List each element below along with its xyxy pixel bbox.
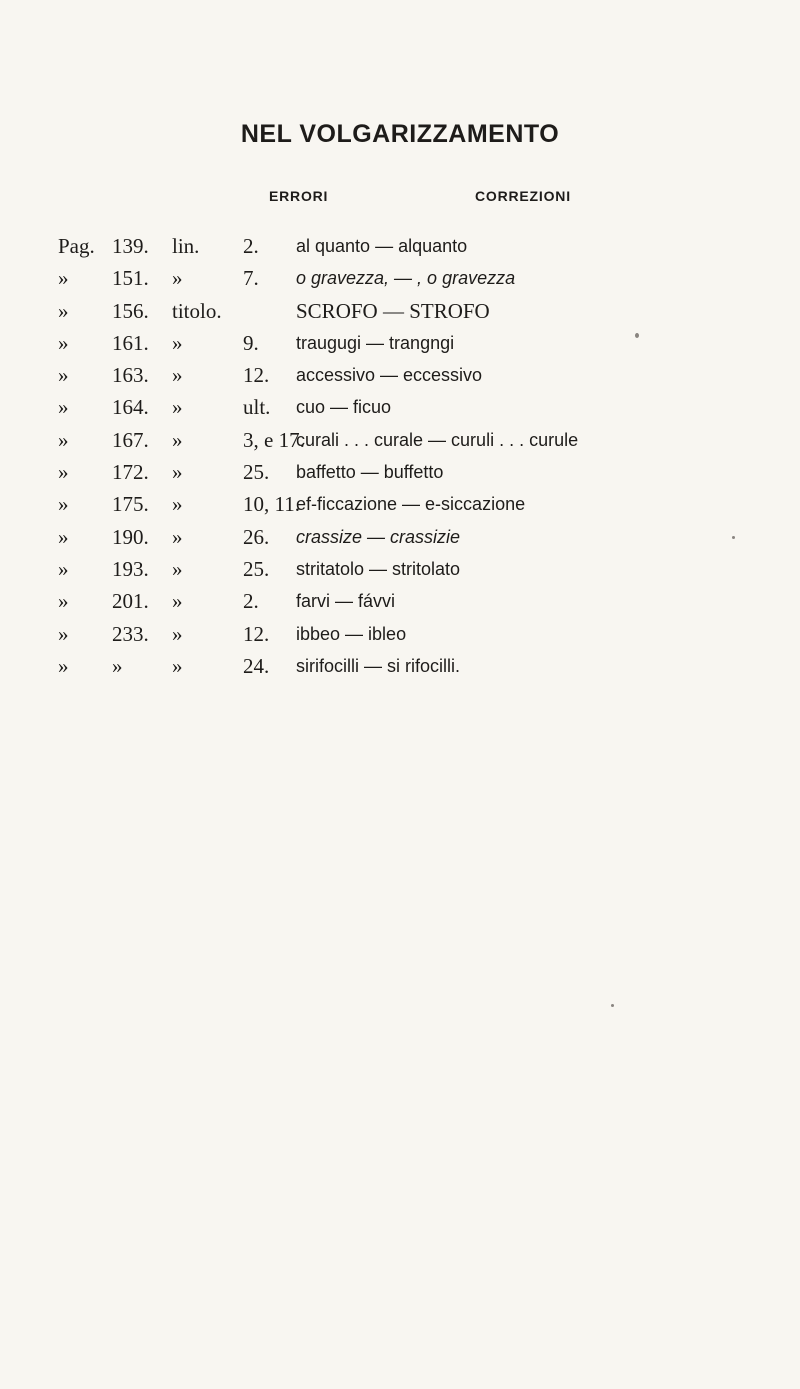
page-ref: » bbox=[58, 492, 69, 517]
errata-row bbox=[0, 650, 800, 682]
correction-text: SCROFO — STROFO bbox=[296, 298, 490, 323]
line-number: 24. bbox=[243, 653, 270, 678]
paper-speck bbox=[732, 536, 735, 539]
errata-row bbox=[0, 488, 800, 520]
errata-row bbox=[0, 456, 800, 488]
errata-row bbox=[0, 359, 800, 391]
paper-speck bbox=[635, 333, 639, 338]
line-marker: » bbox=[172, 395, 183, 420]
page-ref: » bbox=[58, 524, 69, 549]
line-number: 25. bbox=[243, 556, 270, 581]
line-number: 10, 11. bbox=[243, 492, 300, 517]
correction-text: stritatolo — stritolato bbox=[296, 558, 461, 579]
page-number: 190. bbox=[112, 524, 149, 549]
correction-text: sirifocilli — si rifocilli. bbox=[296, 655, 461, 676]
line-marker: » bbox=[172, 427, 183, 452]
page-number: 151. bbox=[112, 266, 149, 291]
line-marker: » bbox=[172, 589, 183, 614]
line-marker: » bbox=[172, 460, 183, 485]
page-ref: » bbox=[58, 556, 69, 581]
correction-text: farvi — fávvi bbox=[296, 591, 396, 612]
errata-row bbox=[0, 262, 800, 294]
errata-row bbox=[0, 295, 800, 327]
errori-header: ERRORI bbox=[269, 188, 329, 204]
page-ref: » bbox=[58, 266, 69, 291]
line-number: 7. bbox=[243, 266, 259, 291]
page-number: 175. bbox=[112, 492, 149, 517]
page-ref: » bbox=[58, 298, 69, 323]
errata-row bbox=[0, 553, 800, 585]
page-ref: » bbox=[58, 363, 69, 388]
line-number: ult. bbox=[243, 395, 271, 420]
page-ref: » bbox=[58, 460, 69, 485]
errata-row bbox=[0, 327, 800, 359]
line-number: 2. bbox=[243, 234, 259, 258]
line-marker: » bbox=[172, 330, 183, 355]
page-number: 161. bbox=[112, 330, 149, 355]
errata-row bbox=[0, 521, 800, 553]
errata-row bbox=[0, 585, 800, 617]
page-title: NEL VOLGARIZZAMENTO bbox=[240, 120, 560, 148]
page-ref: » bbox=[58, 589, 69, 614]
correction-text: traugugi — trangngi bbox=[296, 332, 455, 353]
page-number: 233. bbox=[112, 621, 149, 646]
page-ref: » bbox=[58, 395, 69, 420]
line-marker: lin. bbox=[172, 234, 200, 258]
errata-row bbox=[0, 391, 800, 423]
page-number: 156. bbox=[112, 298, 149, 323]
page-number: 164. bbox=[112, 395, 149, 420]
correction-text: baffetto — buffetto bbox=[296, 462, 444, 483]
line-number: 26. bbox=[243, 524, 270, 549]
page-number: 201. bbox=[112, 589, 149, 614]
line-marker: » bbox=[172, 653, 183, 678]
errata-table bbox=[0, 230, 800, 682]
paper-speck bbox=[611, 1004, 614, 1007]
correction-text: o gravezza, — , o gravezza bbox=[296, 268, 516, 289]
correction-text: crassize — crassizie bbox=[296, 526, 461, 547]
page-ref: » bbox=[58, 330, 69, 355]
line-number: 25. bbox=[243, 460, 270, 485]
line-number: 12. bbox=[243, 621, 270, 646]
page-ref: » bbox=[58, 621, 69, 646]
line-marker: » bbox=[172, 492, 183, 517]
correction-text: curali . . . curale — curuli . . . curule bbox=[296, 429, 579, 450]
page-number: 139. bbox=[112, 234, 149, 258]
correction-text: ef-ficcazione — e-siccazione bbox=[296, 494, 526, 515]
correzioni-header: CORREZIONI bbox=[475, 188, 571, 204]
page-number: » bbox=[112, 653, 123, 678]
page-number: 172. bbox=[112, 460, 149, 485]
correction-text: ibbeo — ibleo bbox=[296, 623, 407, 644]
errata-row bbox=[0, 230, 800, 262]
page-number: 167. bbox=[112, 427, 149, 452]
line-number: 2. bbox=[243, 589, 259, 614]
errata-row bbox=[0, 618, 800, 650]
line-marker: » bbox=[172, 363, 183, 388]
line-number: 3, e 17. bbox=[243, 427, 305, 452]
correction-text: al quanto — alquanto bbox=[296, 236, 468, 256]
line-number: 12. bbox=[243, 363, 270, 388]
correction-text: accessivo — eccessivo bbox=[296, 365, 483, 386]
page-number: 193. bbox=[112, 556, 149, 581]
line-marker: » bbox=[172, 266, 183, 291]
line-marker: » bbox=[172, 621, 183, 646]
line-marker: » bbox=[172, 556, 183, 581]
page-ref: Pag. bbox=[58, 234, 95, 258]
line-number: 9. bbox=[243, 330, 259, 355]
errata-row bbox=[0, 424, 800, 456]
page-number: 163. bbox=[112, 363, 149, 388]
page-ref: » bbox=[58, 653, 69, 678]
page-ref: » bbox=[58, 427, 69, 452]
line-marker: titolo. bbox=[172, 298, 222, 323]
line-marker: » bbox=[172, 524, 183, 549]
correction-text: cuo — ficuo bbox=[296, 397, 392, 418]
